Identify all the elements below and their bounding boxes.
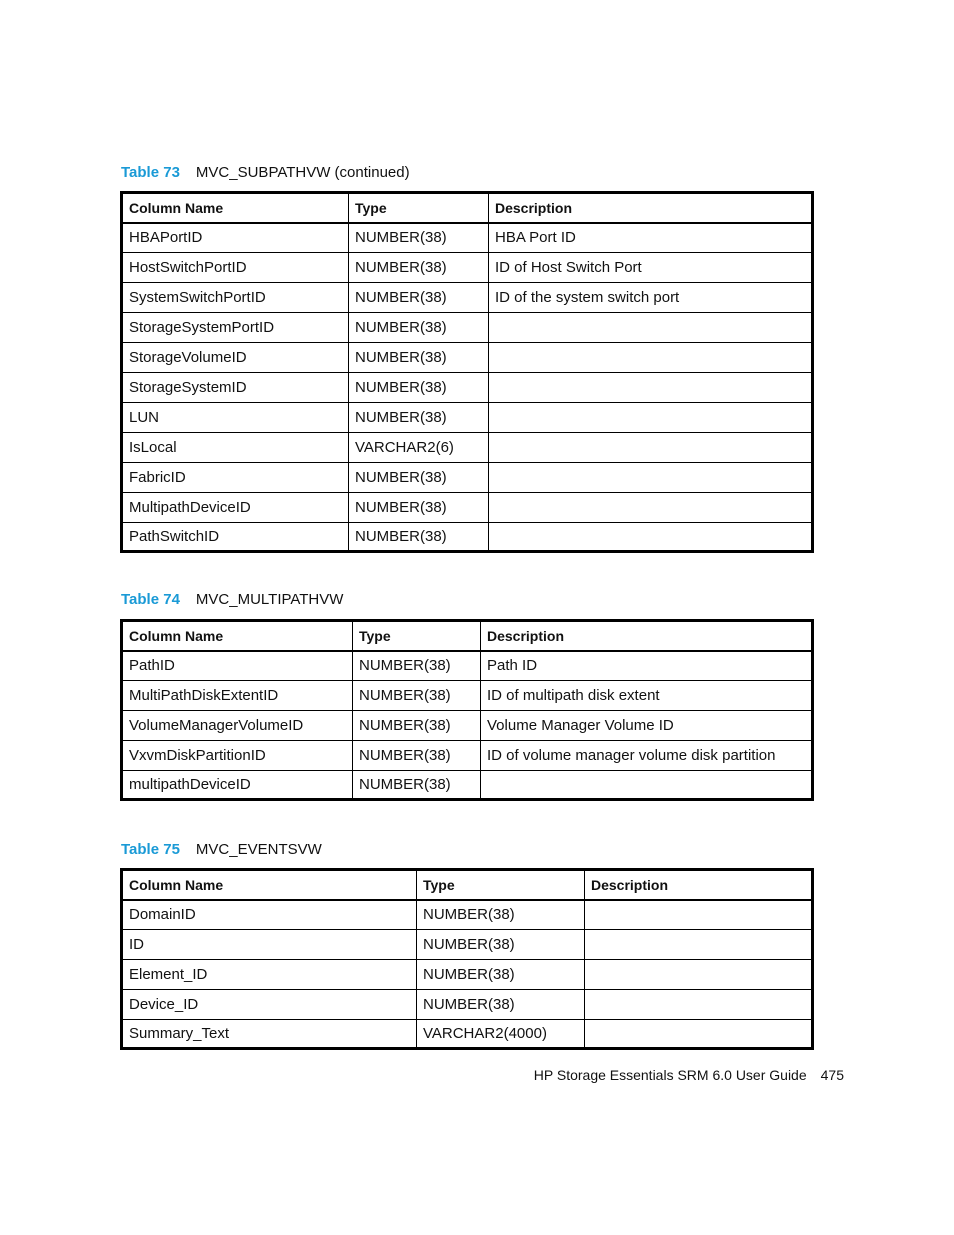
guide-title: HP Storage Essentials SRM 6.0 User Guide	[533, 1067, 807, 1083]
cell-type: NUMBER(38)	[353, 771, 481, 800]
page-footer	[534, 1067, 844, 1083]
cell-column-name: MultiPathDiskExtentID	[122, 681, 353, 711]
cell-type: NUMBER(38)	[349, 253, 489, 283]
cell-description: Path ID	[481, 651, 813, 681]
cell-description: ID of the system switch port	[489, 283, 813, 313]
table-row	[122, 651, 813, 681]
cell-column-name: StorageSystemPortID	[122, 313, 349, 343]
table-header-row	[122, 193, 813, 223]
table-row	[122, 223, 813, 253]
cell-type: NUMBER(38)	[353, 711, 481, 741]
table-74	[120, 619, 814, 801]
cell-description	[489, 463, 813, 493]
table-74-caption	[121, 591, 343, 609]
table-row	[122, 771, 813, 800]
table-row	[122, 523, 813, 552]
cell-column-name: HBAPortID	[122, 223, 349, 253]
cell-description	[489, 523, 813, 552]
table-label: Table 73	[121, 164, 180, 181]
cell-type: NUMBER(38)	[349, 403, 489, 433]
cell-column-name: StorageSystemID	[122, 373, 349, 403]
cell-description: ID of volume manager volume disk partition	[481, 741, 813, 771]
cell-column-name: FabricID	[122, 463, 349, 493]
table-row	[122, 741, 813, 771]
cell-column-name: PathSwitchID	[122, 523, 349, 552]
table-label: Table 75	[121, 841, 180, 858]
cell-description	[489, 403, 813, 433]
table-row	[122, 283, 813, 313]
page-number: 475	[820, 1067, 844, 1083]
table-row	[122, 343, 813, 373]
cell-description	[585, 960, 813, 990]
cell-type: NUMBER(38)	[349, 283, 489, 313]
cell-column-name: multipathDeviceID	[122, 771, 353, 800]
table-row	[122, 313, 813, 343]
table-row	[122, 493, 813, 523]
cell-description: ID of multipath disk extent	[481, 681, 813, 711]
cell-column-name: Element_ID	[122, 960, 417, 990]
table-title: MVC_EVENTSVW	[195, 841, 322, 858]
table-73-caption	[121, 164, 410, 182]
cell-description: HBA Port ID	[489, 223, 813, 253]
cell-type: NUMBER(38)	[353, 681, 481, 711]
header-column-name: Column Name	[122, 870, 417, 900]
header-type: Type	[349, 193, 489, 223]
cell-description	[481, 771, 813, 800]
header-description: Description	[585, 870, 813, 900]
table-row	[122, 253, 813, 283]
cell-description	[585, 1020, 813, 1049]
cell-description	[585, 930, 813, 960]
cell-column-name: PathID	[122, 651, 353, 681]
table-header-row	[122, 621, 813, 651]
header-type: Type	[353, 621, 481, 651]
table-row	[122, 960, 813, 990]
table-row	[122, 711, 813, 741]
cell-type: NUMBER(38)	[417, 930, 585, 960]
table-row	[122, 990, 813, 1020]
header-column-name: Column Name	[122, 621, 353, 651]
table-row	[122, 1020, 813, 1049]
cell-column-name: VolumeManagerVolumeID	[122, 711, 353, 741]
table-row	[122, 900, 813, 930]
cell-type: NUMBER(38)	[417, 960, 585, 990]
cell-type: NUMBER(38)	[353, 741, 481, 771]
cell-type: NUMBER(38)	[353, 651, 481, 681]
cell-column-name: ID	[122, 930, 417, 960]
cell-column-name: IsLocal	[122, 433, 349, 463]
cell-type: VARCHAR2(6)	[349, 433, 489, 463]
cell-description	[585, 990, 813, 1020]
table-row	[122, 681, 813, 711]
header-type: Type	[417, 870, 585, 900]
header-description: Description	[489, 193, 813, 223]
cell-type: NUMBER(38)	[417, 900, 585, 930]
cell-type: NUMBER(38)	[349, 463, 489, 493]
cell-type: NUMBER(38)	[417, 990, 585, 1020]
cell-column-name: Device_ID	[122, 990, 417, 1020]
cell-description	[489, 493, 813, 523]
cell-column-name: Summary_Text	[122, 1020, 417, 1049]
cell-column-name: SystemSwitchPortID	[122, 283, 349, 313]
cell-type: NUMBER(38)	[349, 373, 489, 403]
cell-type: VARCHAR2(4000)	[417, 1020, 585, 1049]
table-73	[120, 191, 814, 553]
cell-description: ID of Host Switch Port	[489, 253, 813, 283]
cell-column-name: StorageVolumeID	[122, 343, 349, 373]
cell-type: NUMBER(38)	[349, 223, 489, 253]
table-title: MVC_SUBPATHVW (continued)	[195, 164, 410, 181]
cell-type: NUMBER(38)	[349, 313, 489, 343]
cell-column-name: MultipathDeviceID	[122, 493, 349, 523]
cell-type: NUMBER(38)	[349, 343, 489, 373]
cell-column-name: VxvmDiskPartitionID	[122, 741, 353, 771]
table-75	[120, 868, 814, 1050]
table-row	[122, 373, 813, 403]
cell-column-name: HostSwitchPortID	[122, 253, 349, 283]
table-75-caption	[121, 841, 322, 859]
cell-type: NUMBER(38)	[349, 523, 489, 552]
table-row	[122, 463, 813, 493]
cell-column-name: DomainID	[122, 900, 417, 930]
cell-description	[489, 313, 813, 343]
cell-description	[585, 900, 813, 930]
cell-description	[489, 373, 813, 403]
table-header-row	[122, 870, 813, 900]
table-title: MVC_MULTIPATHVW	[195, 591, 344, 608]
cell-description: Volume Manager Volume ID	[481, 711, 813, 741]
table-row	[122, 433, 813, 463]
cell-type: NUMBER(38)	[349, 493, 489, 523]
header-column-name: Column Name	[122, 193, 349, 223]
table-label: Table 74	[121, 591, 180, 608]
cell-column-name: LUN	[122, 403, 349, 433]
header-description: Description	[481, 621, 813, 651]
cell-description	[489, 433, 813, 463]
cell-description	[489, 343, 813, 373]
table-row	[122, 930, 813, 960]
table-row	[122, 403, 813, 433]
